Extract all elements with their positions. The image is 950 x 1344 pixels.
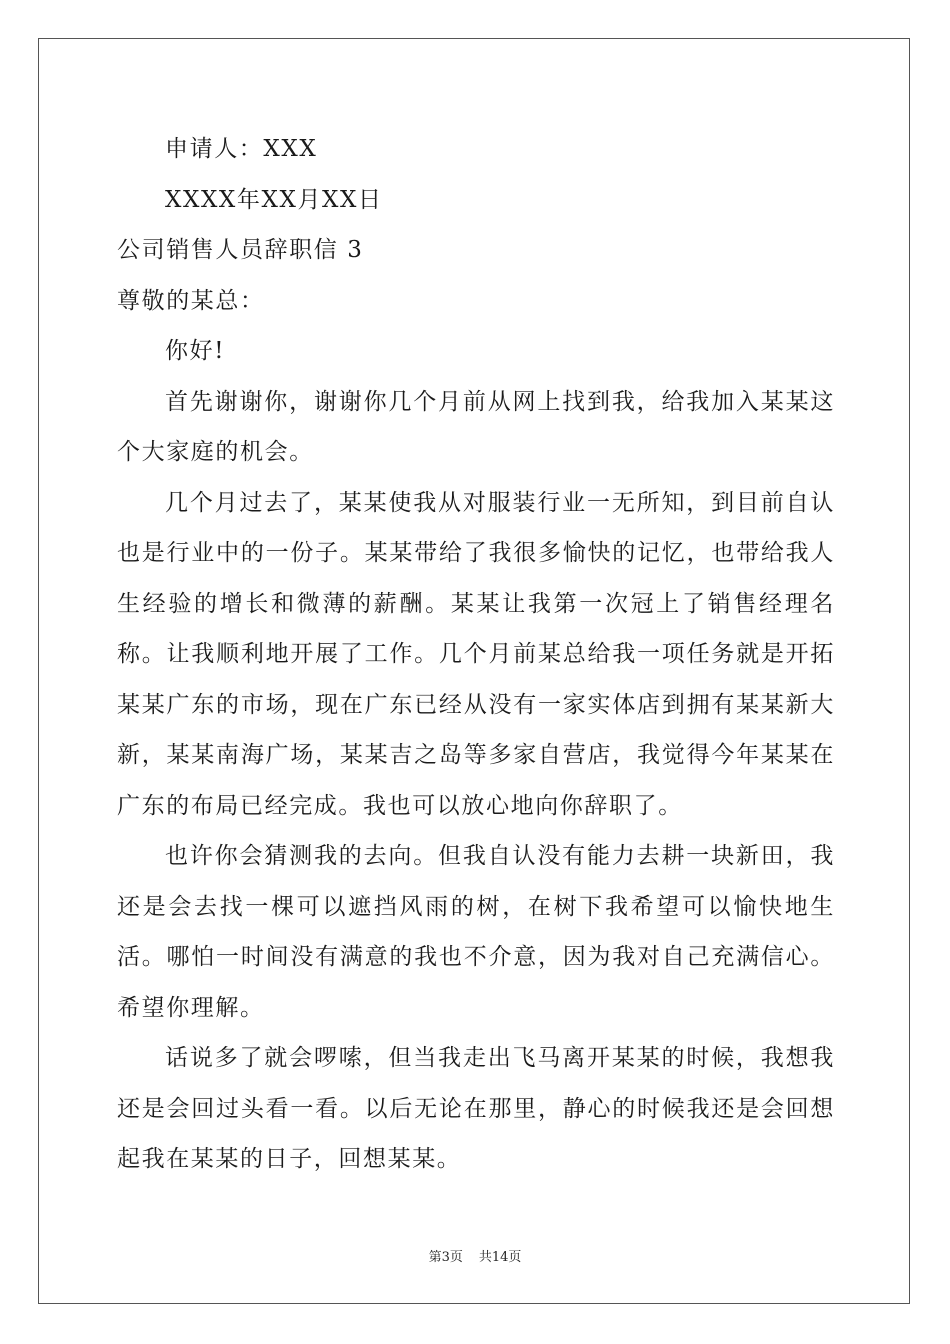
letter-title: 公司销售人员辞职信 3 — [117, 237, 364, 263]
page-total: 共14页 — [478, 1250, 522, 1265]
paragraph: 也许你会猜测我的去向。但我自认没有能力去耕一块新田，我还是会去找一棵可以遮挡风雨的树，在树下我希望可以愉快地生活。哪怕一时间没有满意的我也不介意，因为我对自己充满信心。希望你理解。 — [117, 843, 835, 1021]
date-line: XXXX年XX月XX日 — [165, 186, 383, 213]
salutation: 尊敬的某总： — [117, 287, 265, 314]
page-footer — [0, 1246, 950, 1265]
paragraph: 话说多了就会啰嗦，但当我走出飞马离开某某的时候，我想我还是会回过头看一看。以后无论在那里，静心的时候我还是会回想起我在某某的日子，回想某某。 — [117, 1045, 835, 1172]
paragraph: 几个月过去了，某某使我从对服装行业一无所知，到目前自认也是行业中的一份子。某某带给了我很多愉快的记忆，也带给我人生经验的增长和微薄的薪酬。某某让我第一次冠上了销售经理名称。让我顺利地开展了工作。几个月前某总给我一项任务就是开拓某某广东的市场，现在广东已经从没有一家实体店到拥有某某新大新，某某南海广场，某某吉之岛等多家自营店，我觉得今年某某在广东的布局已经完成。我也可以放心地向你辞职了。 — [117, 489, 835, 819]
applicant-line: 申请人：XXX — [165, 136, 318, 162]
paragraph: 首先谢谢你，谢谢你几个月前从网上找到我，给我加入某某这个大家庭的机会。 — [117, 388, 835, 465]
greeting: 你好! — [165, 338, 226, 364]
page-number: 第3页 — [428, 1250, 463, 1265]
document-body — [117, 124, 835, 1185]
